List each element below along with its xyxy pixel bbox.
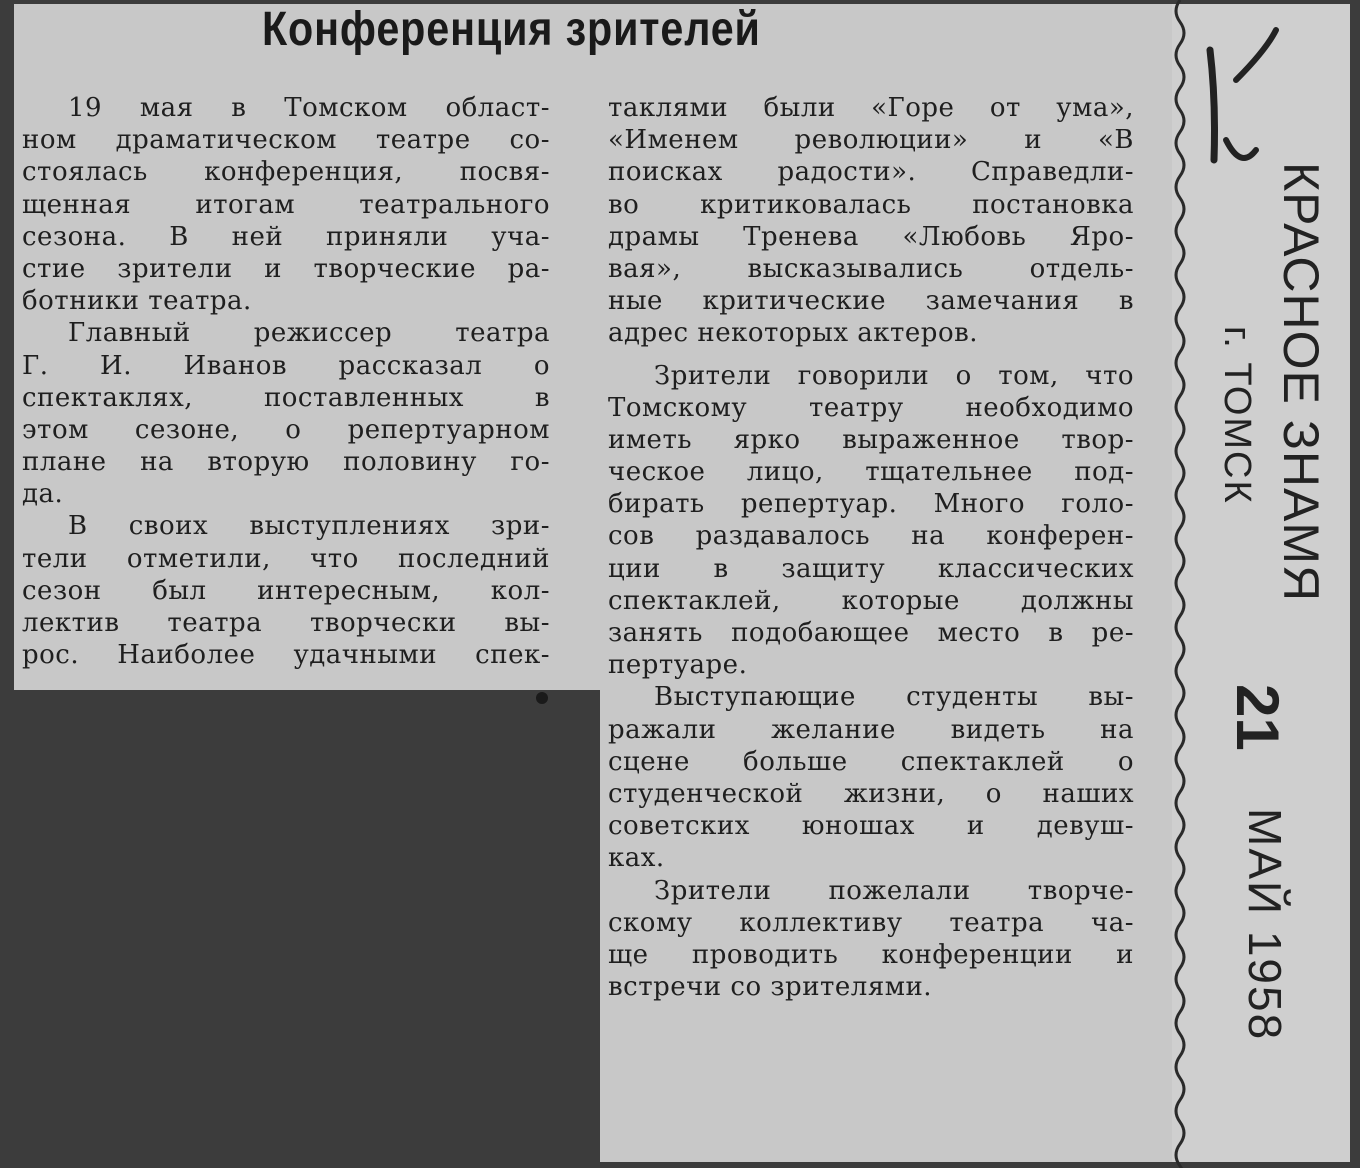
article-text-line: Г. И. Иванов рассказал о <box>22 350 550 381</box>
torn-edge-divider <box>1168 0 1192 1168</box>
article-text-line: спектаклях, поставленных в <box>22 382 550 413</box>
article-column-right <box>608 92 1134 1003</box>
article-text-line: ражали желание видеть на <box>608 714 1134 745</box>
article-text-line: В своих выступлениях зри- <box>68 511 550 542</box>
stamp-day: 21 <box>1224 684 1291 751</box>
article-text-line: сезон был интересным, кол- <box>22 575 550 606</box>
article-text-line: тели отметили, что последний <box>22 543 550 574</box>
article-text-line: стоялась конференция, посвя- <box>22 157 550 188</box>
article-text-line: рос. Наиболее удачными спек- <box>22 640 550 671</box>
article-text-line: 19 мая в Томском област- <box>68 93 550 123</box>
article-text-line: ческое лицо, тщательнее под- <box>608 457 1134 488</box>
article-text-line: пертуаре. <box>608 650 748 681</box>
article-text-line: «Именем революции» и «В <box>608 125 1134 156</box>
article-text-line: Главный режиссер театра <box>68 318 550 349</box>
article-text-line: встречи со зрителями. <box>608 972 933 1003</box>
article-text-line: скому коллективу театра ча- <box>608 907 1134 938</box>
article-text-line: ции в защиту классических <box>608 553 1134 584</box>
article-text-line: плане на вторую половину го- <box>22 447 550 478</box>
article-text-line: спектаклей, которые должны <box>608 585 1134 616</box>
handwritten-mark-icon <box>1196 20 1286 170</box>
article-text-line: во критиковалась постановка <box>608 189 1134 220</box>
article-text-line: Томскому театру необходимо <box>608 392 1134 423</box>
article-text-line: студенческой жизни, о наших <box>608 778 1134 809</box>
ink-dot <box>536 692 548 704</box>
article-text-line: Выступающие студенты вы- <box>654 682 1134 713</box>
article-text-line: иметь ярко выраженное твор- <box>608 424 1134 455</box>
article-text-line: таклями были «Горе от ума», <box>608 93 1134 123</box>
article-text-line: ще проводить конференции и <box>608 939 1134 970</box>
article-text-line: ные критические замечания в <box>608 286 1134 317</box>
article-text-line: занять подобающее место в ре- <box>608 618 1134 648</box>
article-text-line: Зрители говорили о том, что <box>654 360 1134 391</box>
stamp-city: г. ТОМСК <box>1216 326 1258 505</box>
article-text-line: стие зрители и творческие ра- <box>22 253 550 284</box>
article-text-line: драмы Тренева «Любовь Яро- <box>608 221 1134 252</box>
article-text-line: ном драматическом театре со- <box>22 125 550 156</box>
article-text-line: адрес некоторых актеров. <box>608 318 979 349</box>
article-text-line: лектив театра творчески вы- <box>22 608 550 638</box>
article-column-left <box>22 92 550 671</box>
article-text-line: бирать репертуар. Много голо- <box>608 489 1134 520</box>
stamp-newspaper-name: КРАСНОЕ ЗНАМЯ <box>1273 162 1329 603</box>
article-text-line: советских юношах и девуш- <box>608 811 1134 842</box>
article-text-line: сезона. В ней приняли уча- <box>22 221 550 252</box>
article-text-line: ботники театра. <box>22 286 252 317</box>
article-text-line: сцене больше спектаклей о <box>608 746 1134 777</box>
article-headline: Конференция зрителей <box>262 3 761 56</box>
article-text-line: да. <box>22 479 64 510</box>
article-text-line: этом сезоне, о репертуарном <box>22 414 550 445</box>
stamp-month-year: МАЙ 1958 <box>1239 808 1291 1042</box>
article-text-line: вая», высказывались отдель- <box>608 253 1134 284</box>
article-text-line: поисках радости». Справедли- <box>608 157 1134 188</box>
article-text-line: ках. <box>608 843 665 874</box>
article-text-line: сов раздавалось на конферен- <box>608 521 1134 552</box>
article-text-line: Зрители пожелали творче- <box>654 875 1134 906</box>
article-text-line: щенная итогам театрального <box>22 189 550 220</box>
